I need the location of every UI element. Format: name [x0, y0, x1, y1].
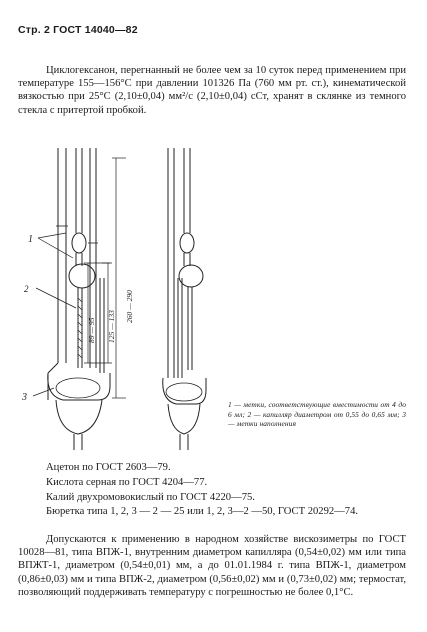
label-mark-1: 1	[28, 234, 33, 245]
reagent-sulfuric-acid: Кислота серная по ГОСТ 4204—77.	[46, 477, 208, 488]
standard-code: ГОСТ 14040—82	[53, 24, 138, 36]
reagent-potassium-dichromate: Калий двухромовокислый по ГОСТ 4220—75.	[46, 492, 255, 503]
burette-line: Бюретка типа 1, 2, 3 — 2 — 25 или 1, 2, 3—2 —50, ГОСТ 20292—74.	[46, 506, 359, 517]
dim-outer-label: 260 — 290	[125, 290, 134, 323]
intro-paragraph: Циклогексанон, перегнанный не более чем за 10 суток перед применением при температуре 155—156°С при давлении 101326 Па (760 мм рт. ст.), кинематической вязкостью при 25°С (2,10±0,04) мм²/с (2,10±0,04) сСт, хранят в склянке из темного стекла с притертой пробкой.	[18, 65, 406, 116]
allowed-instruments-paragraph: Допускаются к применению в народном хозяйстве вискозиметры по ГОСТ 10028—81, типа ВПЖ-1, внутренним диаметром капилляра (0,54±0,02) мм или типа ВПЖТ-1, диаметром (0,54±0,01) мм, а до 01.01.1984 г. типа ВПЖ-1, диаметром (0,86±0,03) мм и типа ВПЖ-2, диаметром (0,56±0,02) мм и (0,73±0,02) мм; термостат, позволяющий поддерживать температуру с погрешностью не более 0,1°С.	[18, 534, 406, 598]
viscometer-front-view	[48, 148, 110, 450]
figure-caption: 1 — метки, соответствующие вместимости от 4 до 6 мл; 2 — капилляр диаметром от 0,55 до 0,65 мм; 3 — метки наполнения	[228, 400, 406, 429]
viscometer-drawing	[18, 138, 218, 458]
label-mark-2: 2	[24, 284, 29, 294]
page-number: Стр. 2	[18, 24, 51, 36]
reagent-acetone: Ацетон по ГОСТ 2603—79.	[46, 462, 171, 473]
dim-middle-label: 125 — 133	[107, 310, 116, 343]
dim-inner-label: 89 — 95	[87, 317, 96, 343]
page-header	[18, 24, 138, 36]
label-leaders	[33, 233, 76, 396]
viscometer-side-view	[163, 148, 206, 450]
label-mark-3: 3	[22, 392, 27, 403]
